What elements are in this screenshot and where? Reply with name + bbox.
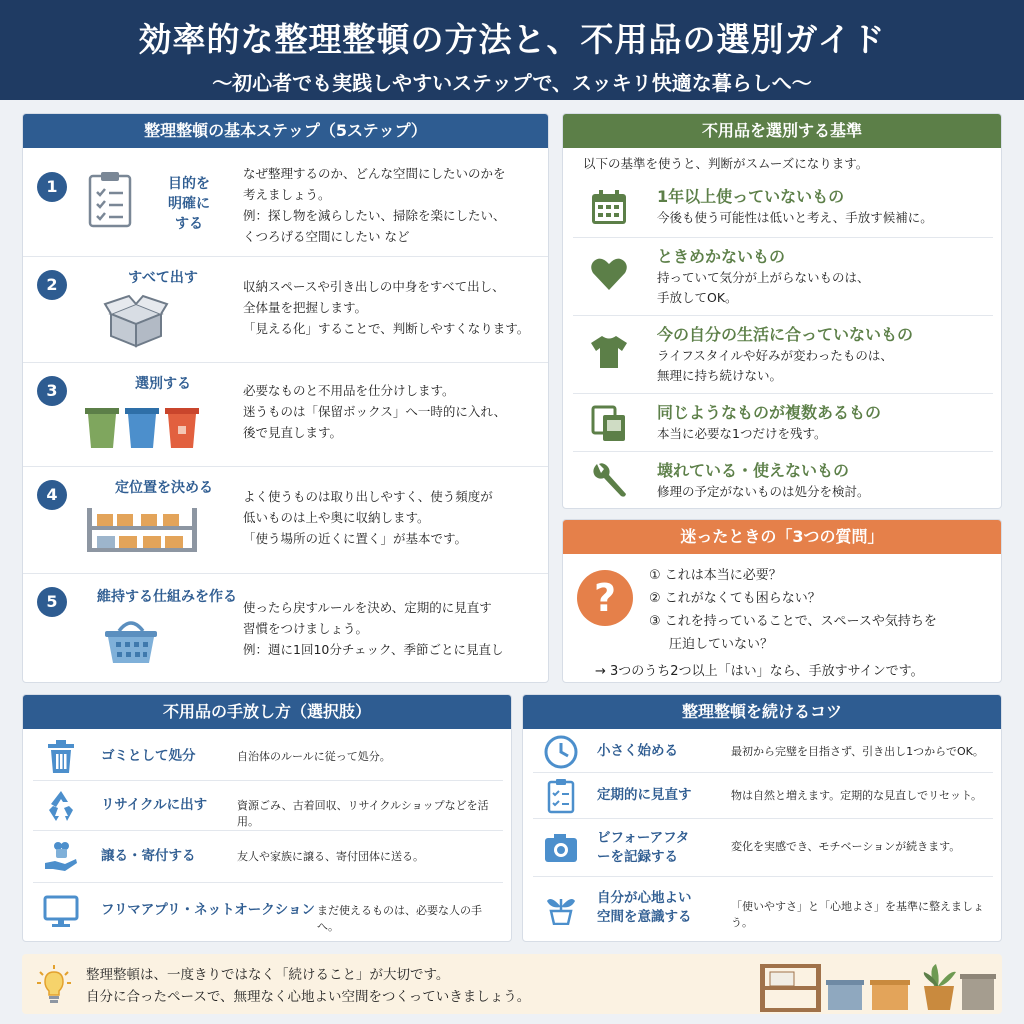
step-item (23, 150, 549, 257)
step-item (23, 364, 549, 467)
step-description: 使ったら戻すルールを決め、定期的に見直す 習慣をつけましょう。 例：週に1回10分チェック、季節ごとに見直し (243, 600, 504, 657)
disposal-heading: 不用品の手放し方（選択肢） (23, 695, 511, 729)
step-item (23, 258, 549, 363)
step-description: よく使うものは取り出しやすく、使う頻度が 低いものは上や奥に収納します。 「使う場所の近くに置く」が基本です。 (243, 489, 493, 546)
criterion-description: 持っていて気分が上がらないものは、 手放してOK。 (657, 270, 870, 305)
checklist-icon (543, 778, 579, 814)
sorting-bins-icon (83, 406, 203, 454)
page-subtitle: 〜初心者でも実践しやすいステップで、スッキリ快適な暮らしへ〜 (212, 71, 812, 95)
page-title: 効率的な整理整頓の方法と、不用品の選別ガイド (138, 20, 886, 59)
tip-description: 「使いやすさ」と「心地よさ」を基準に整えましょう。 (731, 900, 984, 929)
disposal-title: ゴミとして処分 (101, 748, 196, 764)
questions-list (649, 564, 937, 656)
step-number: 4 (37, 480, 67, 510)
step-title: 目的を 明確に する (168, 176, 210, 232)
criteria-intro: 以下の基準を使うと、判断がスムーズになります。 (583, 156, 869, 171)
step-number: 2 (37, 270, 67, 300)
basket-icon (103, 615, 159, 669)
disposal-description: 資源ごみ、古着回収、リサイクルショップなどを活用。 (237, 799, 489, 828)
footer-text: 整理整頓は、一度きりではなく「続けること」が大切です。 自分に合ったペースで、無理なく心地よい空間をつくっていきましょう。 (86, 967, 531, 1005)
lightbulb-icon (36, 964, 72, 1008)
step-title: 維持する仕組みを作る (97, 589, 237, 605)
criteria-heading: 不用品を選別する基準 (563, 114, 1001, 148)
disposal-title: 譲る・寄付する (101, 848, 196, 864)
steps-panel (22, 113, 549, 683)
tip-description: 最初から完璧を目指さず、引き出し1つからでOK。 (731, 745, 984, 758)
questions-heading: 迷ったときの「3つの質問」 (563, 520, 1001, 554)
criterion-item (573, 178, 993, 238)
clock-icon (543, 734, 579, 770)
criterion-description: 今後も使う可能性は低いと考え、手放す候補に。 (657, 210, 933, 225)
monitor-icon (43, 893, 79, 929)
criterion-description: 本当に必要な1つだけを残す。 (657, 426, 827, 441)
criterion-item (573, 316, 993, 394)
page-header (0, 0, 1024, 100)
question-item: ② これがなくても困らない？ (649, 591, 821, 606)
criteria-panel (562, 113, 1002, 509)
step-item (23, 575, 549, 683)
tshirt-icon (589, 332, 629, 372)
tip-title: ビフォーアフタ ーを記録する (597, 830, 690, 865)
disposal-item (33, 883, 503, 939)
disposal-description: まだ使えるものは、必要な人の手へ。 (317, 904, 482, 933)
step-title: すべて出す (128, 270, 198, 286)
criterion-item (573, 452, 993, 508)
disposal-item (33, 733, 503, 781)
duplicate-icon (589, 404, 629, 444)
question-item: ① これは本当に必要？ (649, 568, 782, 583)
tip-item (533, 819, 993, 877)
step-title: 定位置を決める (115, 480, 213, 496)
disposal-description: 自治体のルールに従って処分。 (237, 750, 391, 763)
questions-conclusion: → 3つのうち2つ以上「はい」なら、手放すサインです。 (595, 664, 924, 679)
criterion-title: 1年以上使っていないもの (657, 187, 845, 206)
recycle-icon (43, 788, 79, 824)
step-description: 必要なものと不用品を仕分けします。 迷うものは「保留ボックス」へ一時的に入れ、 後で見直します。 (243, 383, 507, 440)
tip-title: 自分が心地よい 空間を意識する (597, 890, 692, 925)
tip-item (533, 773, 993, 819)
steps-heading: 整理整頓の基本ステップ（5ステップ） (23, 114, 548, 148)
criterion-description: 修理の予定がないものは処分を検討。 (657, 484, 870, 499)
criterion-item (573, 394, 993, 452)
criterion-description: ライフスタイルや好みが変わったものは、 無理に持ち続けない。 (657, 348, 893, 383)
calendar-icon (589, 188, 629, 228)
shelf-icon (85, 506, 199, 558)
question-item: ③ これを持っていることで、スペースや気持ちを (649, 614, 937, 629)
open-box-icon (103, 294, 169, 352)
disposal-description: 友人や家族に譲る、寄付団体に送る。 (237, 850, 424, 863)
criterion-title: ときめかないもの (657, 247, 786, 266)
step-item (23, 468, 549, 574)
disposal-item (33, 831, 503, 883)
tip-description: 物は自然と増えます。定期的な見直しでリセット。 (731, 789, 983, 802)
trash-icon (43, 739, 79, 775)
tip-description: 変化を実感でき、モチベーションが続きます。 (731, 840, 961, 853)
tip-item (533, 877, 993, 939)
camera-icon (543, 830, 579, 866)
step-title: 選別する (135, 376, 191, 392)
wrench-icon (589, 460, 629, 500)
criterion-title: 今の自分の生活に合っていないもの (657, 325, 914, 344)
plant-icon (543, 889, 579, 925)
clipboard-checklist-icon (87, 170, 133, 232)
disposal-title: フリマアプリ・ネットオークション (101, 902, 315, 918)
step-number: 1 (37, 172, 67, 202)
shelf-with-boxes-and-plant-illustration (758, 956, 998, 1018)
criterion-title: 壊れている・使えないもの (657, 461, 850, 480)
tips-heading: 整理整頓を続けるコツ (523, 695, 1001, 729)
questions-panel (562, 519, 1002, 683)
giving-hand-icon (43, 839, 79, 875)
tip-item (533, 731, 993, 773)
tips-panel (522, 694, 1002, 942)
question-mark-icon: ? (577, 570, 633, 626)
criterion-title: 同じようなものが複数あるもの (657, 403, 882, 422)
step-description: なぜ整理するのか、どんな空間にしたいのかを 考えましょう。 例：探し物を減らしたい、掃除を楽にしたい、 くつろげる空間にしたい など (243, 166, 506, 244)
heart-icon (589, 254, 629, 294)
criterion-item (573, 238, 993, 316)
disposal-item (33, 781, 503, 831)
step-number: 3 (37, 376, 67, 406)
step-number: 5 (37, 587, 67, 617)
footer-banner (22, 954, 1002, 1014)
question-item: 圧迫していない？ (669, 637, 774, 652)
disposal-panel (22, 694, 512, 942)
disposal-title: リサイクルに出す (101, 797, 208, 813)
step-description: 収納スペースや引き出しの中身をすべて出し、 全体量を把握します。 「見える化」することで、判断しやすくなります。 (243, 279, 530, 336)
tip-title: 定期的に見直す (597, 787, 692, 803)
tip-title: 小さく始める (597, 743, 678, 759)
